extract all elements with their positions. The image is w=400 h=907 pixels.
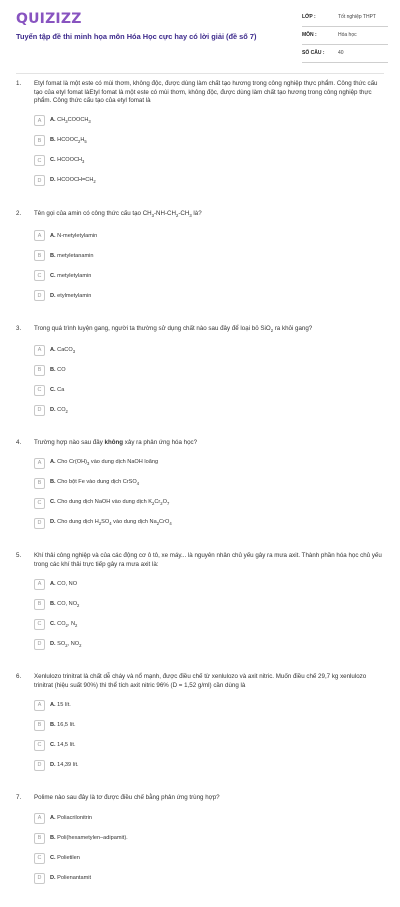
option-text: B. CO [50, 367, 66, 374]
option-text: C. $HCOOCH_3$ [50, 157, 85, 165]
option-letter-box[interactable]: D [34, 405, 45, 416]
quizizz-logo: QUIZIZZ [16, 11, 82, 27]
meta-key-class: LỚP : [302, 14, 316, 20]
answer-option-d[interactable] [34, 637, 204, 651]
option-letter-box[interactable]: B [34, 135, 45, 146]
option-text: A. CO, NO [50, 581, 78, 588]
meta-row-question-count [302, 49, 388, 63]
option-text: C. Polietilen [50, 855, 80, 861]
option-text: C. $CO_2$, $N_2$ [50, 620, 78, 628]
question-2 [0, 210, 400, 309]
option-letter-box[interactable]: A [34, 579, 45, 590]
option-letter-box[interactable]: C [34, 385, 45, 396]
option-letter-box[interactable]: D [34, 518, 45, 529]
option-letter-box[interactable]: A [34, 115, 45, 126]
answer-option-b[interactable] [34, 597, 204, 611]
question-text: Tên gọi của amin có công thức cấu tạo $CH_3-NH-CH_2-CH_3$ là? [34, 209, 202, 219]
option-text: A. Cho $Cr(OH)_3$ vào dung dịch NaOH loãng [50, 459, 159, 467]
answer-option-b[interactable] [34, 831, 204, 845]
answer-options [34, 698, 382, 778]
option-text: D. 14,39 lít. [50, 762, 79, 769]
answer-option-b[interactable] [34, 249, 204, 263]
meta-row-class [302, 13, 388, 27]
answer-options [34, 811, 382, 891]
answer-option-a[interactable] [34, 698, 204, 712]
question-number: 7. [16, 794, 22, 802]
answer-option-b[interactable] [34, 718, 204, 732]
option-text: C. 14,5 lít. [50, 742, 76, 749]
option-text: D. $CO_2$ [50, 406, 68, 414]
option-text: D. $SO_2$, $NO_2$ [50, 640, 82, 648]
answer-option-d[interactable] [34, 758, 204, 772]
option-text: A. 15 lít. [50, 702, 71, 709]
option-letter-box[interactable]: D [34, 175, 45, 186]
question-1 [0, 80, 400, 194]
question-text: Trong quá trình luyện gang, người ta thường sử dụng chất nào sau đây để loại bỏ SiO$_2$ ra khỏi gang? [34, 324, 313, 333]
question-number: 4. [16, 439, 22, 447]
option-letter-box[interactable]: C [34, 853, 45, 864]
answer-option-a[interactable] [34, 577, 204, 591]
answer-option-a[interactable] [34, 343, 204, 357]
answer-option-b[interactable] [34, 476, 204, 490]
option-text: D. $HCOOCH=CH_2$ [50, 177, 96, 185]
answer-option-d[interactable] [34, 174, 204, 188]
question-3 [0, 325, 400, 424]
option-text: D. Cho dung dịch $H_2SO_4$ vào dung dịch $Na_2CrO_4$ [50, 519, 172, 527]
option-letter-box[interactable]: C [34, 498, 45, 509]
meta-key-subject: MÔN : [302, 32, 317, 38]
answer-option-c[interactable] [34, 496, 204, 510]
answer-options [34, 343, 382, 423]
option-letter-box[interactable]: D [34, 290, 45, 301]
answer-option-a[interactable] [34, 456, 204, 470]
question-text: Xenlulozo trinitrat là chất dễ cháy và nổ mạnh, được điều chế từ xenlulozo và axit nitric. Muốn điều chế 29,7 kg xenlulozo trinitrat (hiệu suất 90%) thì thể tích axit nitric 96% (D = 1,52 g/ml) cần dùng là [34, 673, 367, 689]
question-number: 5. [16, 552, 22, 560]
meta-key-question-count: SỐ CÂU : [302, 50, 325, 56]
meta-row-subject [302, 31, 388, 45]
option-letter-box[interactable]: A [34, 458, 45, 469]
question-number: 6. [16, 673, 22, 681]
option-letter-box[interactable]: D [34, 873, 45, 884]
question-number: 1. [16, 80, 22, 87]
question-4 [0, 439, 400, 536]
option-text: B. $HCOOC_2H_5$ [50, 137, 87, 145]
answer-options [34, 229, 382, 309]
option-text: C. metyletylamin [50, 272, 92, 279]
answer-option-a[interactable] [34, 114, 204, 128]
option-letter-box[interactable]: C [34, 619, 45, 630]
question-emphasis: không [104, 439, 124, 447]
question-number: 2. [16, 209, 22, 217]
answer-option-d[interactable] [34, 403, 204, 417]
answer-option-d[interactable] [34, 289, 204, 303]
question-number: 3. [16, 324, 22, 332]
answer-options [34, 456, 382, 536]
answer-option-c[interactable] [34, 738, 204, 752]
question-list [0, 80, 400, 907]
option-text: B. Cho bột Fe vào dung dịch CrSO$_4$ [50, 479, 140, 487]
question-5 [0, 552, 400, 657]
answer-option-c[interactable] [34, 269, 204, 283]
option-text: B. CO, $NO_2$ [50, 600, 80, 608]
option-text: A. CaCO$_3$ [50, 346, 76, 354]
worksheet-meta [302, 13, 388, 67]
option-letter-box[interactable]: A [34, 813, 45, 824]
option-text: D. etylmetylamin [50, 292, 92, 299]
meta-value-question-count: 40 [338, 50, 344, 56]
answer-option-c[interactable] [34, 383, 204, 397]
answer-options [34, 577, 382, 657]
question-text: Etyl fomat là một este có mùi thơm, không độc, được dùng làm chất tạo hương trong công nghiệp thực phẩm. Công thức cấu tạo của etyl fomat làEtyl fomat là một este có mùi thơm, không độc, được dùng làm chất tạo hương trong công nghiệp thực phẩm. Công thức cấu tạo của etyl fomat là [34, 80, 378, 105]
answer-option-c[interactable] [34, 851, 204, 865]
option-letter-box[interactable]: B [34, 478, 45, 489]
answer-option-c[interactable] [34, 154, 204, 168]
option-letter-box[interactable]: A [34, 700, 45, 711]
answer-option-a[interactable] [34, 811, 204, 825]
option-text: B. 16,5 lít. [50, 722, 76, 729]
option-letter-box[interactable]: D [34, 760, 45, 771]
answer-option-c[interactable] [34, 617, 204, 631]
option-letter-box[interactable]: C [34, 270, 45, 281]
option-letter-box[interactable]: B [34, 365, 45, 376]
option-text: C. Cho dung dịch NaOH vào dung dịch $K_2Cr_2O_7$ [50, 499, 170, 507]
option-text: A. Poliacrilonitrin [50, 815, 92, 821]
meta-value-subject: Hóa học [338, 32, 357, 38]
question-6 [0, 673, 400, 778]
answer-option-a[interactable] [34, 229, 204, 243]
option-letter-box[interactable]: D [34, 639, 45, 650]
option-letter-box[interactable]: B [34, 720, 45, 731]
option-text: A. N-metyletylamin [50, 232, 98, 239]
option-letter-box[interactable]: C [34, 740, 45, 751]
worksheet-title: Tuyển tập đề thi minh họa môn Hóa Học cực hay có lời giải (đề số 7) [16, 32, 257, 41]
option-letter-box[interactable]: B [34, 599, 45, 610]
answer-option-d[interactable] [34, 871, 204, 885]
question-text: Trường hợp nào sau đây không xảy ra phản ứng hóa học? [34, 439, 198, 447]
header-divider [16, 73, 384, 74]
answer-options [34, 114, 382, 194]
option-text: C. Ca [50, 387, 65, 394]
option-text: B. metyletanamin [50, 252, 94, 259]
option-letter-box[interactable]: A [34, 345, 45, 356]
question-text: Khí thải công nghiệp và của các động cơ ô tô, xe máy... là nguyên nhân chủ yếu gây ra mưa axit. Thành phần hóa học chủ yếu trong các khí thải trực tiếp gây ra mưa axit là: [34, 552, 382, 568]
option-text: D. Polienantamit [50, 875, 92, 881]
worksheet-header [0, 0, 400, 66]
meta-value-class: Tốt nghiệp THPT [338, 14, 376, 20]
option-letter-box[interactable]: B [34, 833, 45, 844]
option-text: A. $CH_3COOCH_3$ [50, 117, 91, 125]
option-letter-box[interactable]: C [34, 155, 45, 166]
option-letter-box[interactable]: A [34, 230, 45, 241]
answer-option-b[interactable] [34, 363, 204, 377]
question-text: Polime nào sau đây là tơ được điều chế bằng phản ứng trùng hợp? [34, 794, 220, 802]
option-text: B. Poli(hexametylen–adipamit). [50, 835, 128, 841]
answer-option-d[interactable] [34, 516, 204, 530]
answer-option-b[interactable] [34, 134, 204, 148]
option-letter-box[interactable]: B [34, 250, 45, 261]
question-7 [0, 794, 400, 891]
